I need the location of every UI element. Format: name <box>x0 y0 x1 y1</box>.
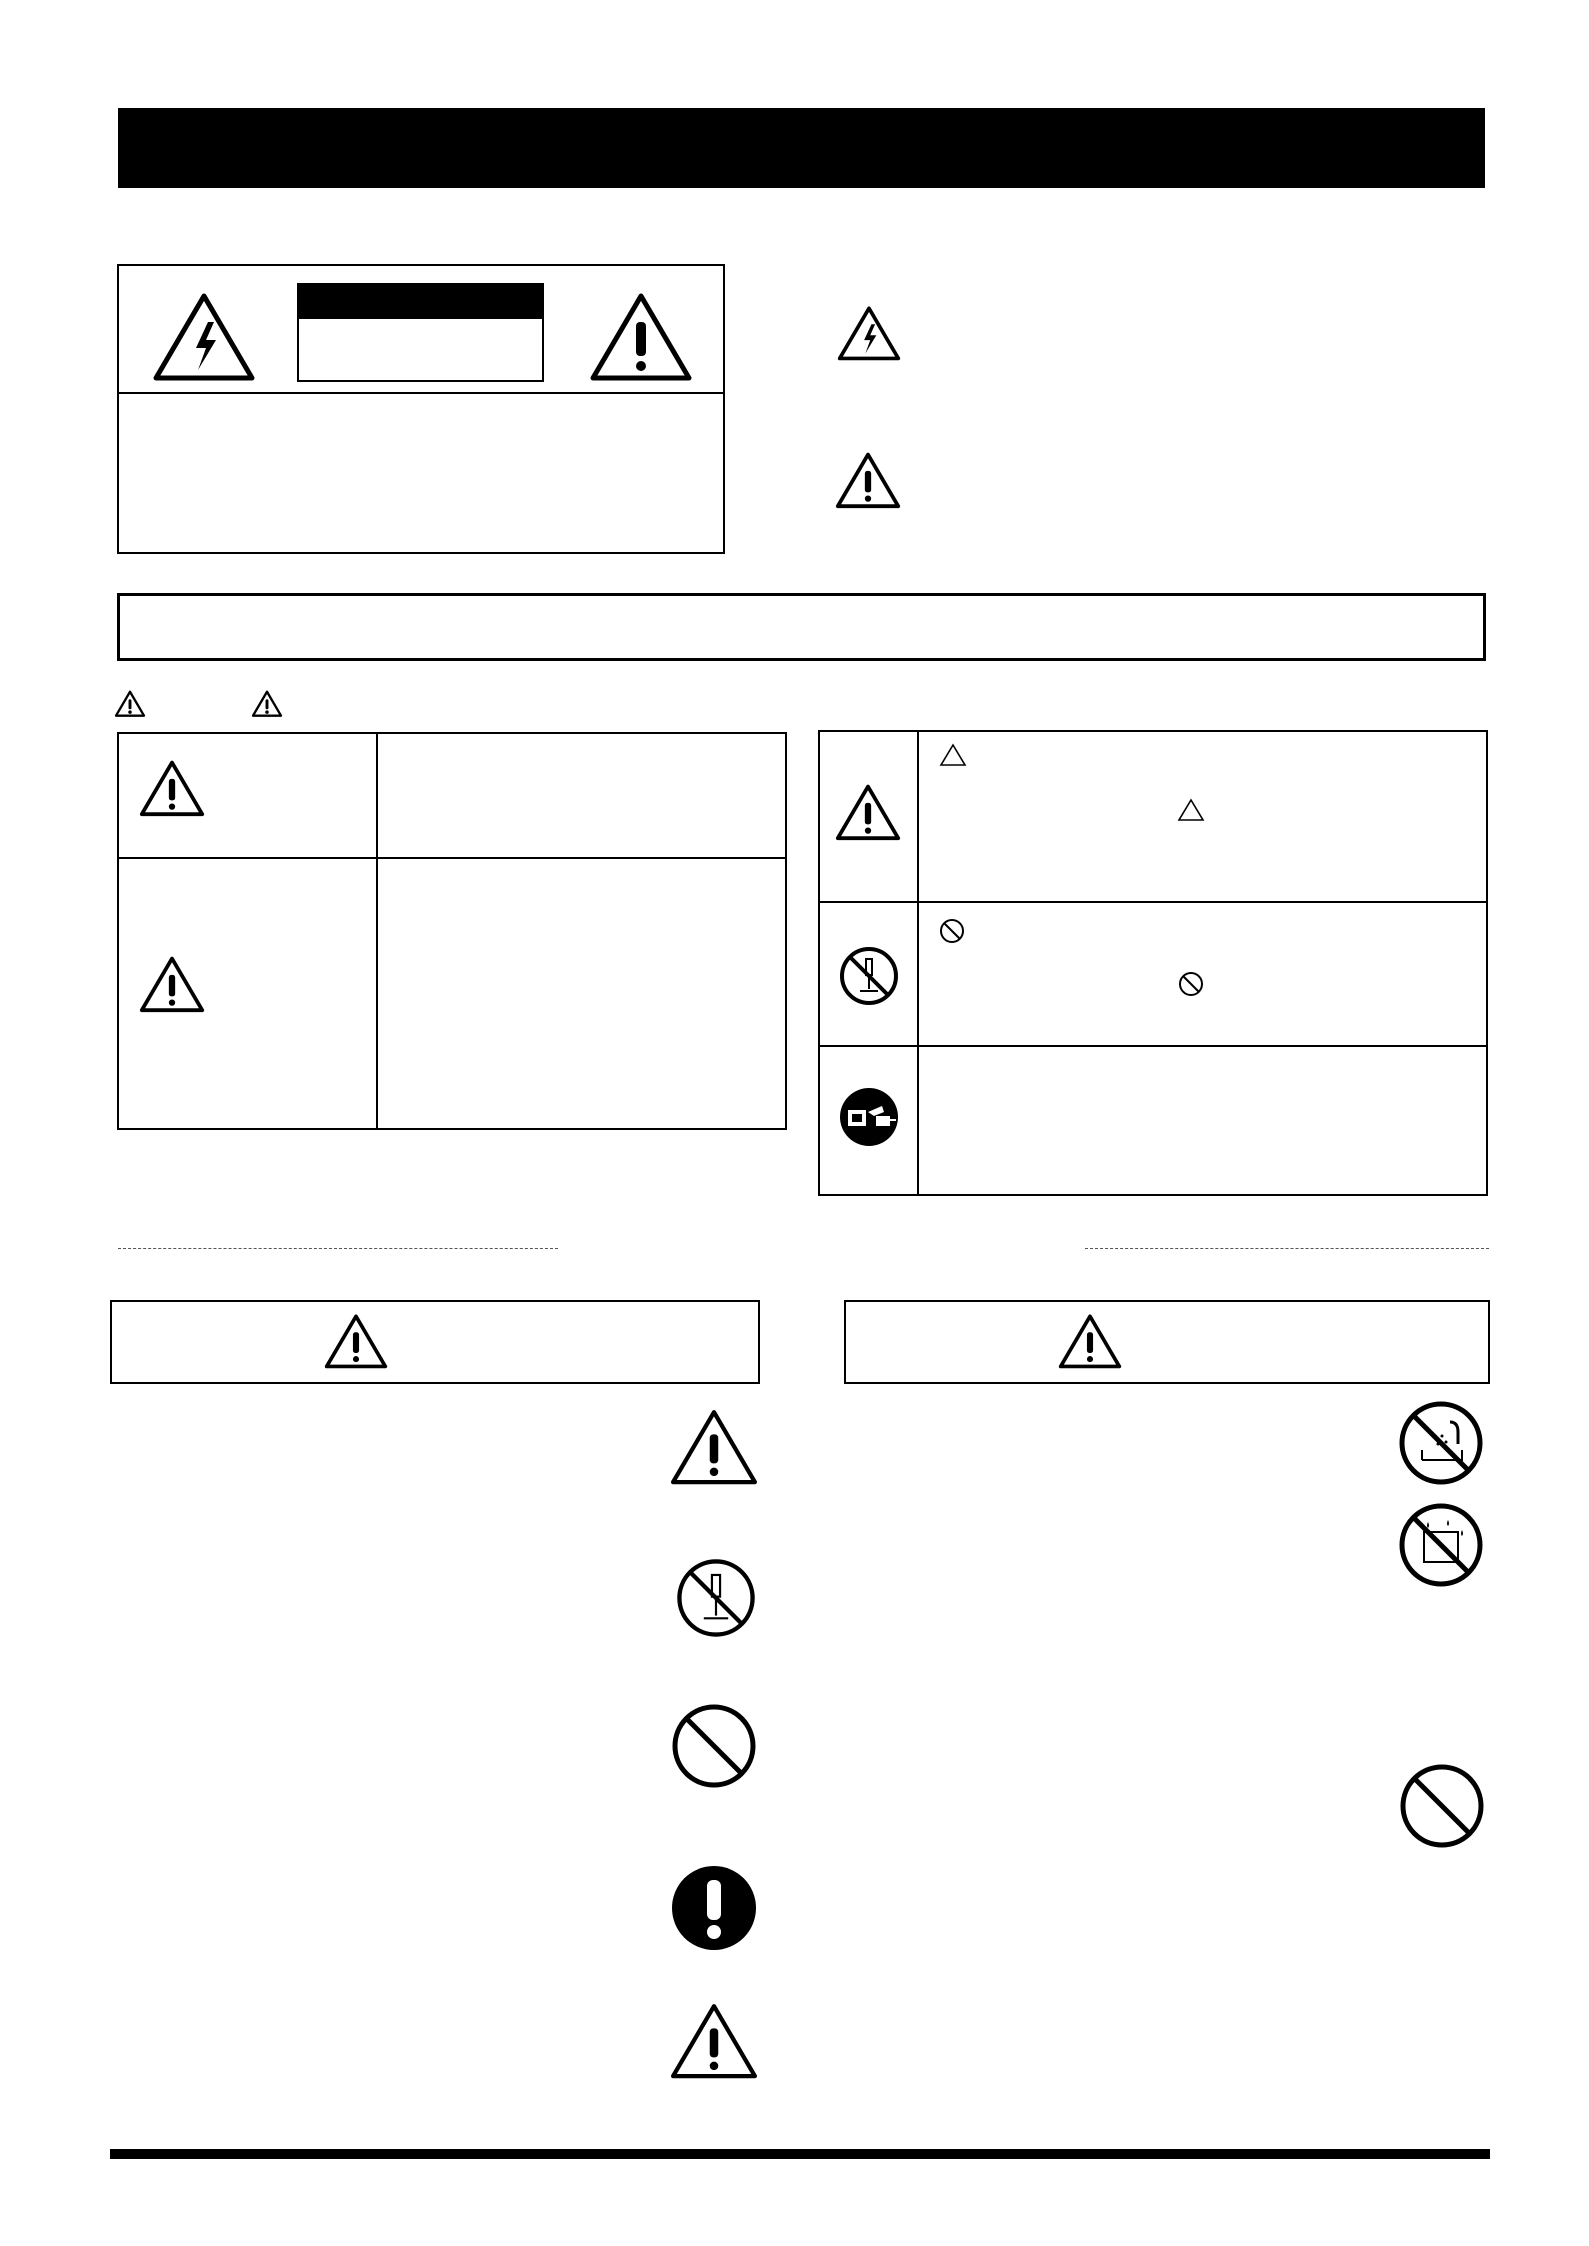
caution-triangle-icon <box>323 1312 389 1372</box>
warning-header-right <box>844 1300 1490 1384</box>
unplug-icon <box>838 1086 900 1148</box>
caution-triangle-icon <box>834 450 902 512</box>
lightning-triangle-icon <box>150 290 258 386</box>
caution-label-header <box>297 283 544 319</box>
header-bar <box>118 108 1485 188</box>
table-column-divider <box>917 730 919 1196</box>
small-prohibited-icon <box>1177 970 1205 998</box>
table-row-divider <box>818 901 1488 903</box>
warning-level-table <box>117 732 787 1130</box>
footer-bar <box>110 2149 1490 2159</box>
prohibited-circle-icon <box>1398 1762 1486 1850</box>
mandatory-exclamation-icon <box>670 1864 758 1952</box>
lightning-triangle-icon <box>836 304 902 364</box>
caution-triangle-icon <box>668 1406 760 1490</box>
prohibited-circle-icon <box>670 1702 758 1790</box>
caution-triangle-icon <box>668 2000 760 2084</box>
caution-triangle-icon <box>251 690 283 718</box>
caution-box-divider <box>117 392 725 394</box>
no-disassemble-icon <box>838 945 900 1007</box>
small-triangle-icon <box>1176 797 1206 823</box>
no-water-icon <box>1398 1400 1484 1486</box>
no-wet-icon <box>1398 1502 1484 1588</box>
caution-triangle-icon <box>587 290 695 386</box>
caution-triangle-icon <box>138 758 206 820</box>
caution-triangle-icon <box>1057 1312 1123 1372</box>
no-disassemble-icon <box>674 1556 758 1640</box>
instructions-banner <box>117 593 1486 661</box>
caution-triangle-icon <box>138 954 206 1016</box>
caution-triangle-icon <box>834 782 902 844</box>
small-prohibited-icon <box>938 917 966 945</box>
table-row-divider <box>818 1045 1488 1047</box>
caution-triangle-icon <box>114 690 146 718</box>
warning-header-left <box>110 1300 760 1384</box>
section-separator <box>1085 1248 1489 1249</box>
table-row-divider <box>117 857 787 859</box>
small-triangle-icon <box>938 742 968 768</box>
table-column-divider <box>376 732 378 1130</box>
section-separator <box>118 1248 558 1249</box>
